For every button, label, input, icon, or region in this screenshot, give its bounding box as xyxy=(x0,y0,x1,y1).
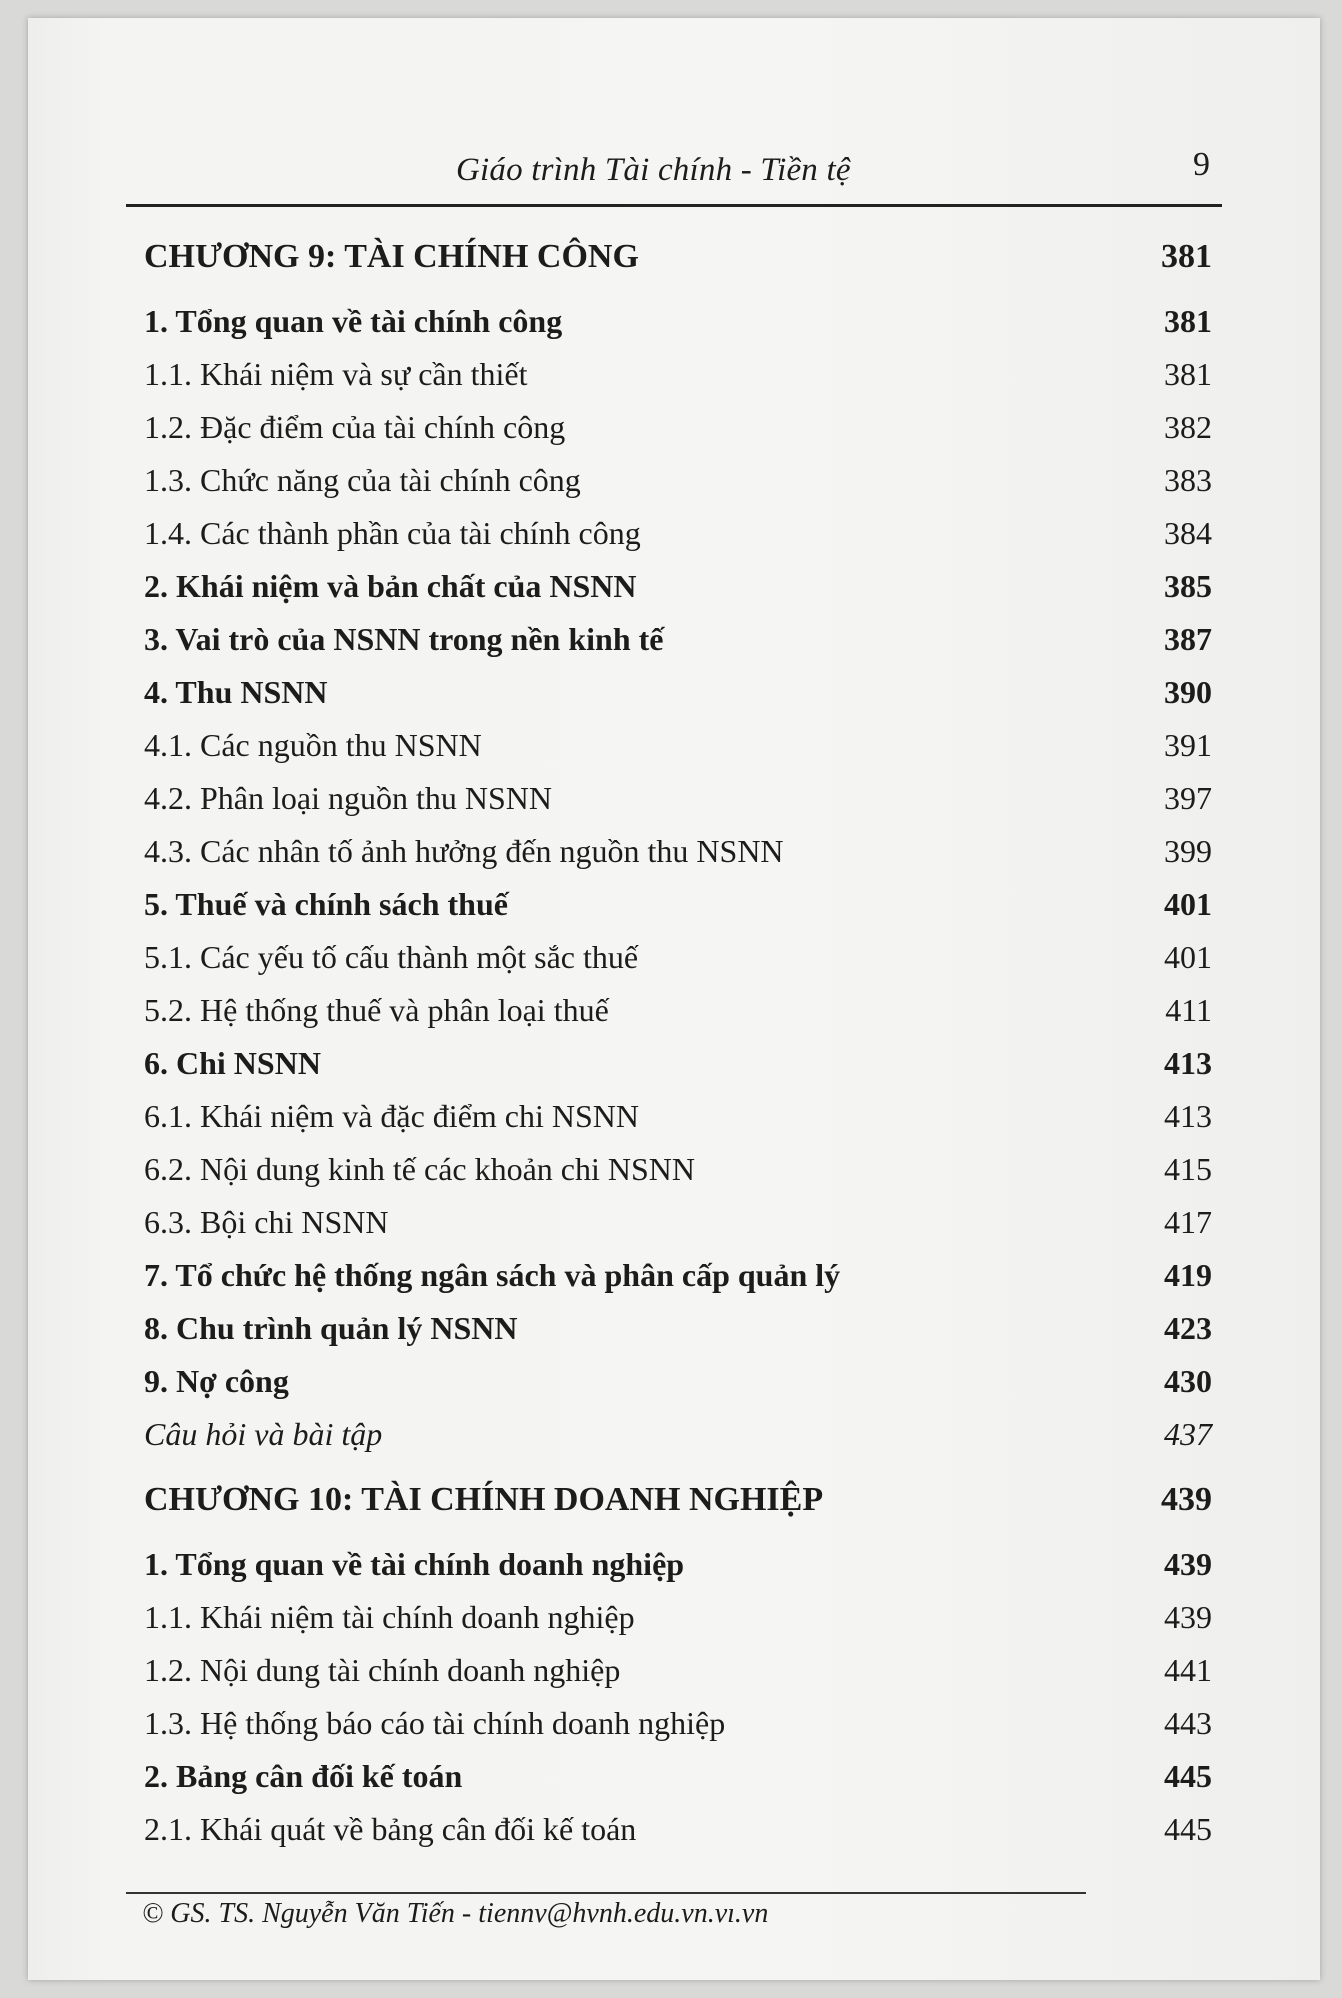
toc-entry-row xyxy=(144,772,1212,825)
toc-entry-title: 5. Thuế và chính sách thuế xyxy=(144,886,508,922)
page-number: 9 xyxy=(1193,146,1210,183)
toc-entry-page: 417 xyxy=(1164,1204,1212,1240)
running-header-title: Giáo trình Tài chính - Tiền tệ xyxy=(456,152,851,188)
toc-entry-title: 4.1. Các nguồn thu NSNN xyxy=(144,727,482,763)
toc-entry-title: 6. Chi NSNN xyxy=(144,1045,321,1081)
toc-entry-row xyxy=(144,1538,1212,1591)
toc-entry-title: 1.2. Đặc điểm của tài chính công xyxy=(144,409,566,445)
toc-entry-page: 439 xyxy=(1164,1546,1212,1582)
toc-entry-page: 381 xyxy=(1164,356,1212,392)
toc-entry-row xyxy=(144,984,1212,1037)
footer-divider xyxy=(126,1892,1086,1894)
toc-entry-title: 7. Tổ chức hệ thống ngân sách và phân cấp quản lý xyxy=(144,1257,841,1293)
toc-entry-page: 439 xyxy=(1164,1599,1212,1635)
toc-entry-page: 385 xyxy=(1164,568,1212,604)
header-divider xyxy=(126,204,1222,207)
toc-entry-page: 443 xyxy=(1164,1705,1212,1741)
toc-entry-title: 1.1. Khái niệm và sự cần thiết xyxy=(144,356,528,392)
toc-entry-title: Câu hỏi và bài tập xyxy=(144,1416,383,1452)
toc-entry-title: 2. Bảng cân đối kế toán xyxy=(144,1758,463,1794)
toc-entry-row xyxy=(144,560,1212,613)
toc-entry-title: 1. Tổng quan về tài chính công xyxy=(144,303,563,339)
toc-entry-row xyxy=(144,666,1212,719)
toc-entry-page: 445 xyxy=(1164,1758,1212,1794)
toc-entry-page: 382 xyxy=(1164,409,1212,445)
toc-entry-title: 1.3. Hệ thống báo cáo tài chính doanh nghiệp xyxy=(144,1705,726,1741)
toc-entry-title: 4. Thu NSNN xyxy=(144,674,328,710)
toc-entry-row xyxy=(144,295,1212,348)
toc-entry-page: 397 xyxy=(1164,780,1212,816)
toc-entry-page: 401 xyxy=(1164,886,1212,922)
toc-entry-page: 381 xyxy=(1161,238,1212,275)
toc-entry-row xyxy=(144,931,1212,984)
table-of-contents xyxy=(144,230,1212,1856)
toc-entry-title: 5.2. Hệ thống thuế và phân loại thuế xyxy=(144,992,609,1028)
toc-entry-title: 4.2. Phân loại nguồn thu NSNN xyxy=(144,780,552,816)
toc-entry-page: 430 xyxy=(1164,1363,1212,1399)
toc-entry-row xyxy=(144,348,1212,401)
toc-entry-row xyxy=(144,1591,1212,1644)
toc-entry-page: 384 xyxy=(1164,515,1212,551)
toc-entry-title: 1.3. Chức năng của tài chính công xyxy=(144,462,581,498)
toc-entry-page: 390 xyxy=(1164,674,1212,710)
book-page xyxy=(28,18,1320,1980)
toc-entry-row xyxy=(144,1143,1212,1196)
toc-entry-row xyxy=(144,1803,1212,1856)
toc-entry-title: 1.4. Các thành phần của tài chính công xyxy=(144,515,641,551)
toc-entry-row xyxy=(144,719,1212,772)
toc-entry-page: 423 xyxy=(1164,1310,1212,1346)
toc-entry-page: 413 xyxy=(1164,1098,1212,1134)
toc-entry-title: 3. Vai trò của NSNN trong nền kinh tế xyxy=(144,621,664,657)
toc-entry-row xyxy=(144,1037,1212,1090)
toc-chapter-row xyxy=(144,230,1212,283)
toc-entry-title: 6.1. Khái niệm và đặc điểm chi NSNN xyxy=(144,1098,639,1134)
toc-entry-title: 9. Nợ công xyxy=(144,1363,289,1399)
toc-entry-page: 387 xyxy=(1164,621,1212,657)
toc-entry-row xyxy=(144,1750,1212,1803)
toc-entry-page: 399 xyxy=(1164,833,1212,869)
toc-entry-page: 411 xyxy=(1165,992,1212,1028)
toc-entry-row xyxy=(144,507,1212,560)
toc-entry-title: 1. Tổng quan về tài chính doanh nghiệp xyxy=(144,1546,685,1582)
toc-entry-page: 419 xyxy=(1164,1257,1212,1293)
toc-entry-row xyxy=(144,825,1212,878)
toc-entry-row xyxy=(144,1697,1212,1750)
toc-entry-row xyxy=(144,1249,1212,1302)
toc-entry-page: 381 xyxy=(1164,303,1212,339)
toc-entry-title: 2. Khái niệm và bản chất của NSNN xyxy=(144,568,637,604)
toc-entry-title: 1.1. Khái niệm tài chính doanh nghiệp xyxy=(144,1599,635,1635)
toc-entry-title: 2.1. Khái quát về bảng cân đối kế toán xyxy=(144,1811,637,1847)
toc-entry-page: 437 xyxy=(1164,1416,1212,1452)
toc-chapter-row xyxy=(144,1473,1212,1526)
toc-entry-title: 8. Chu trình quản lý NSNN xyxy=(144,1310,518,1346)
toc-entry-row xyxy=(144,454,1212,507)
toc-entry-page: 401 xyxy=(1164,939,1212,975)
toc-entry-row xyxy=(144,1355,1212,1408)
toc-entry-page: 445 xyxy=(1164,1811,1212,1847)
toc-entry-page: 383 xyxy=(1164,462,1212,498)
toc-entry-row xyxy=(144,1644,1212,1697)
toc-entry-page: 439 xyxy=(1161,1481,1212,1518)
toc-entry-title: 1.2. Nội dung tài chính doanh nghiệp xyxy=(144,1652,621,1688)
toc-entry-row xyxy=(144,401,1212,454)
toc-entry-page: 391 xyxy=(1164,727,1212,763)
toc-entry-page: 415 xyxy=(1164,1151,1212,1187)
toc-entry-title: 4.3. Các nhân tố ảnh hưởng đến nguồn thu NSNN xyxy=(144,833,784,869)
toc-entry-title: 6.2. Nội dung kinh tế các khoản chi NSNN xyxy=(144,1151,696,1187)
toc-entry-page: 441 xyxy=(1164,1652,1212,1688)
footer-copyright: © GS. TS. Nguyễn Văn Tiến - tiennv@hvnh.edu.vn.vı.vn xyxy=(142,1898,769,1929)
toc-entry-row xyxy=(144,1090,1212,1143)
toc-entry-title: CHƯƠNG 9: TÀI CHÍNH CÔNG xyxy=(144,238,639,275)
toc-entry-title: 5.1. Các yếu tố cấu thành một sắc thuế xyxy=(144,939,639,975)
toc-entry-row xyxy=(144,878,1212,931)
toc-entry-title: CHƯƠNG 10: TÀI CHÍNH DOANH NGHIỆP xyxy=(144,1481,824,1518)
toc-entry-row xyxy=(144,1302,1212,1355)
toc-entry-page: 413 xyxy=(1164,1045,1212,1081)
toc-entry-row xyxy=(144,1408,1212,1461)
toc-entry-row xyxy=(144,613,1212,666)
toc-entry-title: 6.3. Bội chi NSNN xyxy=(144,1204,389,1240)
toc-entry-row xyxy=(144,1196,1212,1249)
